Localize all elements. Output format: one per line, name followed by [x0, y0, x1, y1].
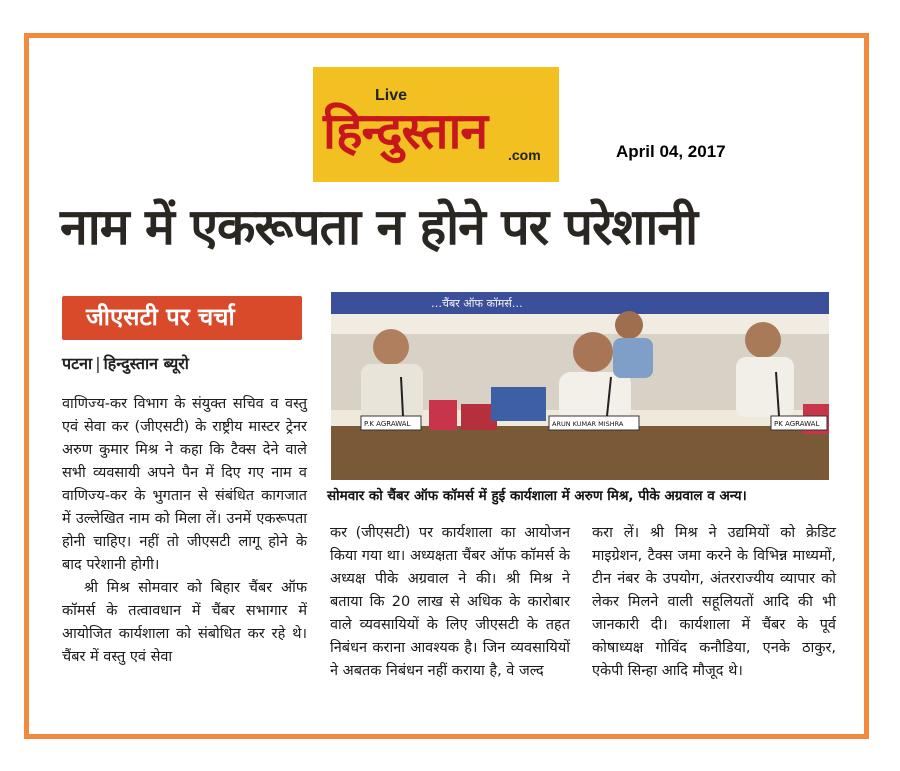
headline: नाम में एकरूपता न होने पर परेशानी	[60, 198, 698, 256]
news-photo	[331, 292, 829, 480]
photo-caption: सोमवार को चैंबर ऑफ कॉमर्स में हुई कार्यशाला में अरुण मिश्र, पीके अग्रवाल व अन्य।	[327, 488, 747, 504]
dateline-bureau: हिन्दुस्तान ब्यूरो	[103, 354, 189, 373]
dateline-separator: |	[95, 354, 101, 373]
banner-text: …चैंबर ऑफ कॉमर्स…	[431, 297, 523, 310]
nameplate-middle: ARUN KUMAR MISHRA	[552, 420, 624, 428]
article-paragraph-2	[62, 577, 307, 669]
article-column-1	[62, 393, 307, 669]
nameplate-left: P.K AGRAWAL	[364, 420, 411, 428]
masthead-live: Live	[375, 87, 408, 104]
section-tag	[62, 296, 302, 340]
dateline	[62, 352, 189, 374]
article-paragraph: वाणिज्य-कर विभाग के संयुक्त सचिव व वस्तु एवं सेवा कर (जीएसटी) के राष्ट्रीय मास्टर ट्रेनर अरुण कुमार मिश्र ने कहा कि टैक्स देने वाले सभी व्यवसायी अपने पैन में दिए गए नाम व वाणिज्य-कर के भुगतान से संबंधित कागजात में उल्लेखित नाम को मिला लें। उनमें एकरूपता होनी चाहिए। नहीं तो जीएसटी लागू होने के बाद परेशानी होगी।	[62, 396, 307, 573]
article-paragraph-2-text: श्री मिश्र सोमवार को बिहार चैंबर ऑफ कॉमर्स के तत्वावधान में चैंबर सभागार में आयोजित कार्यशाला को संबोधित कर रहे थे। चैंबर में वस्तु एवं सेवा	[62, 580, 307, 665]
nameplate-right: PK AGRAWAL	[774, 420, 820, 428]
masthead-logo	[313, 67, 559, 182]
masthead-com: .com	[508, 147, 541, 163]
masthead-name: हिन्दुस्तान	[323, 102, 488, 160]
article-column-3	[592, 522, 836, 683]
section-tag-label: जीएसटी पर चर्चा	[86, 303, 235, 331]
article-column-3-text: करा लें। श्री मिश्र ने उद्यमियों को क्रेडिट माइग्रेशन, टैक्स जमा करने के विभिन्न माध्यमों, टीन नंबर के उपयोग, अंतरराज्यीय व्यापार को लेकर मिलने वाली सहूलियतों आदि की भी जानकारी दी। कार्यशाला में चैंबर के पूर्व कोषाध्यक्ष गोविंद कनौडिया, एनके ठाकुर, एकेपी सिन्हा आदि मौजूद थे।	[592, 525, 836, 679]
article-column-2	[330, 522, 570, 683]
publication-date: April 04, 2017	[616, 142, 726, 161]
dateline-place: पटना	[62, 354, 93, 373]
news-photo-illustration	[331, 292, 829, 480]
article-column-2-text: कर (जीएसटी) पर कार्यशाला का आयोजन किया गया था। अध्यक्षता चैंबर ऑफ कॉमर्स के अध्यक्ष पीके अग्रवाल ने की। श्री मिश्र ने बताया कि 20 लाख से अधिक के कारोबार वाले व्यवसायियों के लिए जीएसटी के तहत निबंधन कराना आवश्यक है। जिन व्यवसायियों ने अबतक निबंधन नहीं कराया है, वे जल्द	[330, 525, 570, 679]
